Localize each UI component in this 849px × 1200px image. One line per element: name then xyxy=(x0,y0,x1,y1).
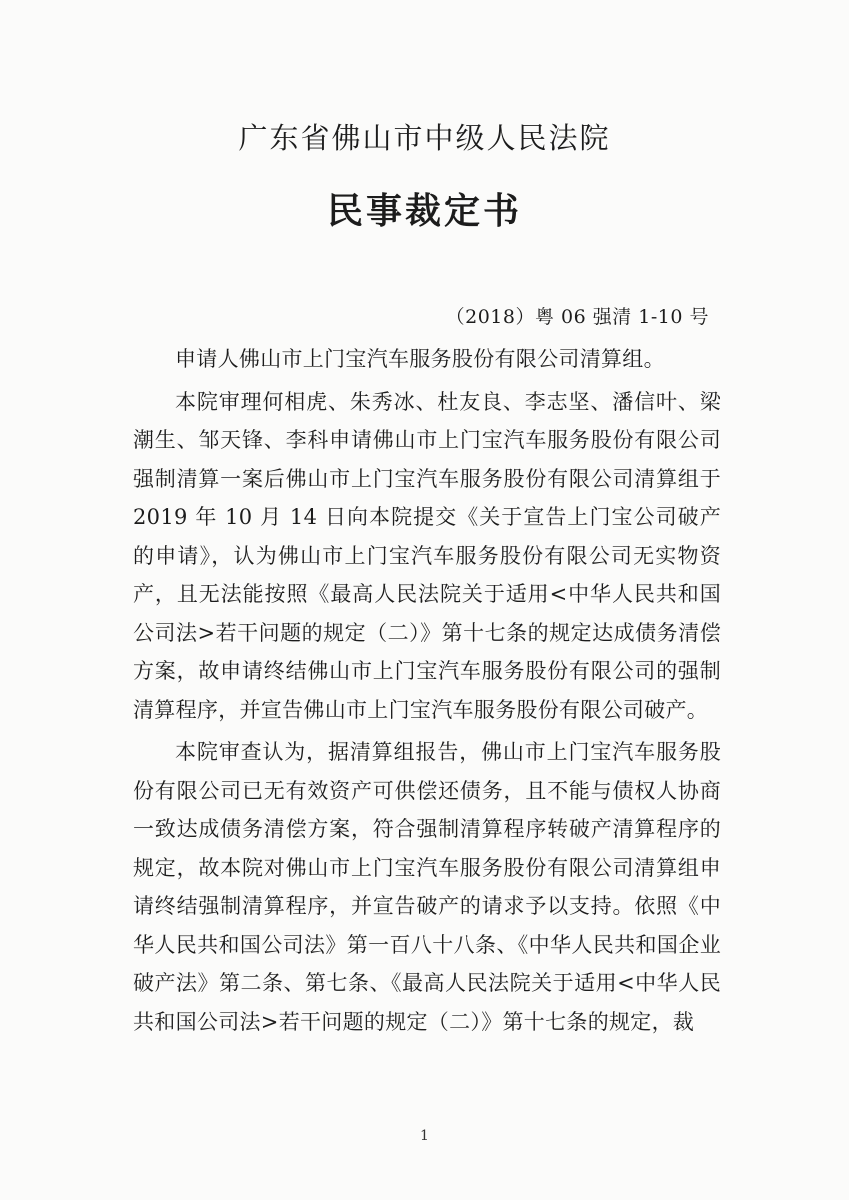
court-name: 广东省佛山市中级人民法院 xyxy=(238,121,611,155)
paragraph-reasoning: 本院审查认为，据清算组报告，佛山市上门宝汽车服务股份有限公司已无有效资产可供偿还债务，且不能与债权人协商一致达成债务清偿方案，符合强制清算程序转破产清算程序的规定，故本院对佛山市上门宝汽车服务股份有限公司清算组申请终结强制清算程序，并宣告破产的请求予以支持。依照《中华人民共和国公司法》第一百八十八条、《中华人民共和国企业破产法》第二条、第七条、《最高人民法院关于适用<中华人民共和国公司法>若干问题的规定（二）》第十七条的规定，裁 xyxy=(133,740,721,1034)
document-body xyxy=(133,340,721,1045)
document-title: 民事裁定书 xyxy=(326,190,522,232)
paragraph-applicant: 申请人佛山市上门宝汽车服务股份有限公司清算组。 xyxy=(175,347,665,371)
paragraph-background: 本院审理何相虎、朱秀冰、杜友良、李志坚、潘信叶、梁潮生、邹天锋、李科申请佛山市上门宝汽车服务股份有限公司强制清算一案后佛山市上门宝汽车服务股份有限公司清算组于 2019 年 10 月 14 日向本院提交《关于宣告上门宝公司破产的申请》，认为佛山市上门宝汽车服务股份有限公司无实物资产，且无法能按照《最高人民法院关于适用<中华人民共和国公司法>若干问题的规定（二）》第十七条的规定达成债务清偿方案，故申请终结佛山市上门宝汽车服务股份有限公司的强制清算程序，并宣告佛山市上门宝汽车服务股份有限公司破产。 xyxy=(133,389,721,722)
page-number: 1 xyxy=(420,1128,429,1144)
case-number: （2018）粤 06 强清 1-10 号 xyxy=(445,306,709,328)
